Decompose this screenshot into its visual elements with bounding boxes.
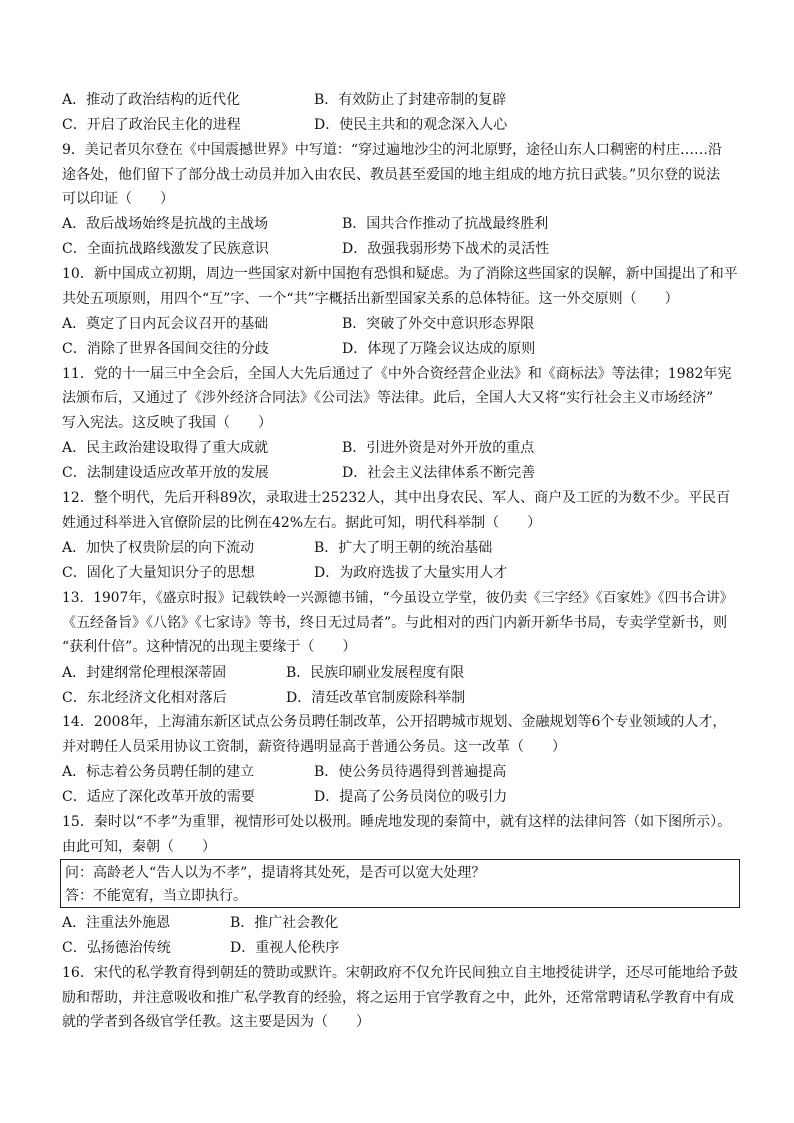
q15-box-question: 问：高龄老人“告人以为不孝”，提请将其处死，是否可以宽大处理？ <box>65 865 486 881</box>
q12-option-c[interactable]: C．固化了大量知识分子的思想 <box>62 565 255 581</box>
q15-stem-line-1: 15．秦时以“不孝”为重罪，视情形可处以极刑。睡虎地发现的秦简中，就有这样的法律问答（如下图所示）。 <box>62 814 732 830</box>
q9-option-b[interactable]: B．国共合作推动了抗战最终胜利 <box>342 216 549 232</box>
q15-stem-line-2: 由此可知，秦朝（ ） <box>62 839 216 855</box>
q9-option-a[interactable]: A．敌后战场始终是抗战的主战场 <box>62 216 269 232</box>
q15-material-box <box>60 859 740 908</box>
q13-option-b[interactable]: B．民族印刷业发展程度有限 <box>286 665 465 681</box>
q8-option-a[interactable]: A．推动了政治结构的近代化 <box>62 92 241 108</box>
q13-stem-line-1: 13．1907年，《盛京时报》记载铁岭一兴源德书铺，“今虽设立学堂，彼仍卖《三字经》《百家姓》《四书合讲》 <box>62 590 734 606</box>
q15-option-a[interactable]: A．注重法外施恩 <box>62 915 171 931</box>
q12-stem-line-2: 姓通过科举进入官僚阶层的比例在42%左右。据此可知，明代科举制（ ） <box>62 515 542 531</box>
q14-option-a[interactable]: A．标志着公务员聘任制的建立 <box>62 764 255 780</box>
q10-option-b[interactable]: B．突破了外交中意识形态界限 <box>342 316 535 332</box>
q9-stem-line-2: 途各处，他们留下了部分战士动员并加入由农民、教员甚至爱国的地主组成的地方抗日武装。”贝尔登的说法 <box>62 167 721 183</box>
q12-stem-line-1: 12．整个明代，先后开科89次，录取进士25232人，其中出身农民、军人、商户及工匠的为数不少。平民百 <box>62 490 731 506</box>
q11-option-a[interactable]: A．民主政治建设取得了重大成就 <box>62 440 269 456</box>
q16-stem-line-1: 16．宋代的私学教育得到朝廷的赞助或默许。宋朝政府不仅允许民间独立自主地授徒讲学，还尽可能地给予鼓 <box>62 965 738 981</box>
q15-option-c[interactable]: C．弘扬德治传统 <box>62 940 171 956</box>
q16-stem-line-2: 励和帮助，并注意吸收和推广私学教育的经验，将之运用于官学教育之中，此外，还常常聘请私学教育中有成 <box>62 990 734 1006</box>
q14-option-d[interactable]: D．提高了公务员岗位的吸引力 <box>314 789 508 805</box>
q10-option-c[interactable]: C．消除了世界各国间交往的分歧 <box>62 341 269 357</box>
q11-stem-line-1: 11．党的十一届三中全会后，全国人大先后通过了《中外合资经营企业法》和《商标法》等法律；1982年宪 <box>62 366 732 382</box>
q8-option-c[interactable]: C．开启了政治民主化的进程 <box>62 117 241 133</box>
q15-option-d[interactable]: D．重视人伦秩序 <box>230 940 340 956</box>
q15-box-answer: 答：不能宽宥，当立即执行。 <box>65 888 247 904</box>
q11-stem-line-2: 法颁布后，又通过了《涉外经济合同法》《公司法》等法律。此后，全国人大又将“实行社会主义市场经济” <box>62 390 714 406</box>
q14-stem-line-1: 14．2008年，上海浦东新区试点公务员聘任制改革，公开招聘城市规划、金融规划等6个专业领域的人才， <box>62 714 727 730</box>
q9-option-c[interactable]: C．全面抗战路线激发了民族意识 <box>62 241 269 257</box>
q13-option-a[interactable]: A．封建纲常伦理根深蒂固 <box>62 665 227 681</box>
q13-option-d[interactable]: D．清廷改革官制废除科举制 <box>286 690 466 706</box>
q13-stem-line-2: 《五经备旨》《八铭》《七家诗》等书，终日无过局者”。与此相对的西门内新开新华书局，专卖学堂新书，则 <box>62 615 728 631</box>
q12-option-a[interactable]: A．加快了权贵阶层的向下流动 <box>62 540 255 556</box>
q12-option-b[interactable]: B．扩大了明王朝的统治基础 <box>314 540 493 556</box>
q11-option-d[interactable]: D．社会主义法律体系不断完善 <box>342 465 536 481</box>
q15-option-b[interactable]: B．推广社会教化 <box>230 915 339 931</box>
q14-option-c[interactable]: C．适应了深化改革开放的需要 <box>62 789 255 805</box>
q10-stem-line-2: 共处五项原则，用四个“互”字、一个“共”字概括出新型国家关系的总体特征。这一外交原则（ ） <box>62 291 679 307</box>
q14-stem-line-2: 并对聘任人员采用协议工资制，薪资待遇明显高于普通公务员。这一改革（ ） <box>62 739 566 755</box>
q8-option-d[interactable]: D．使民主共和的观念深入人心 <box>314 117 508 133</box>
q11-option-c[interactable]: C．法制建设适应改革开放的发展 <box>62 465 269 481</box>
q11-option-b[interactable]: B．引进外资是对外开放的重点 <box>342 440 535 456</box>
q11-stem-line-3: 写入宪法。这反映了我国（ ） <box>62 415 272 431</box>
q14-option-b[interactable]: B．使公务员待遇得到普遍提高 <box>314 764 507 780</box>
q13-option-c[interactable]: C．东北经济文化相对落后 <box>62 690 227 706</box>
q16-stem-line-3: 就的学者到各级官学任教。这主要是因为（ ） <box>62 1014 370 1030</box>
q13-stem-line-3: “获利什倍”。这种情况的出现主要缘于（ ） <box>62 639 357 655</box>
q9-stem-line-1: 9．美记者贝尔登在《中国震撼世界》中写道：“穿过遍地沙尘的河北原野，途径山东人口稠密的村庄……沿 <box>62 142 723 158</box>
q10-option-d[interactable]: D．体现了万隆会议达成的原则 <box>342 341 536 357</box>
q9-stem-line-3: 可以印证（ ） <box>62 191 174 207</box>
q12-option-d[interactable]: D．为政府选拔了大量实用人才 <box>314 565 508 581</box>
q10-stem-line-1: 10．新中国成立初期，周边一些国家对新中国抱有恐惧和疑虑。为了消除这些国家的误解，新中国提出了和平 <box>62 266 738 282</box>
q10-option-a[interactable]: A．奠定了日内瓦会议召开的基础 <box>62 316 269 332</box>
q8-option-b[interactable]: B．有效防止了封建帝制的复辟 <box>314 92 507 108</box>
q9-option-d[interactable]: D．敌强我弱形势下战术的灵活性 <box>342 241 550 257</box>
